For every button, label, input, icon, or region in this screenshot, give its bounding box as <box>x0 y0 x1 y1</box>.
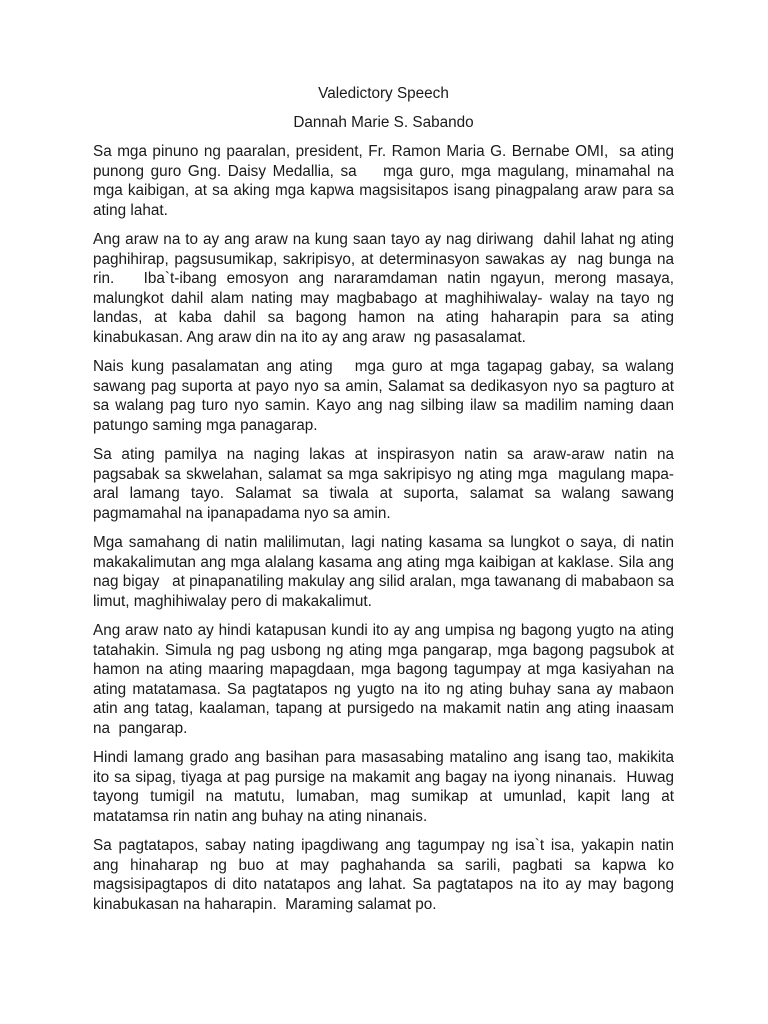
paragraph-2: Ang araw na to ay ang araw na kung saan tayo ay nag diriwang dahil lahat ng ating paghihirap, pagsusumikap, sakripisyo, at determinasyon sawakas ay nag bunga na rin. Iba`t-ibang emosyon ang nararamdaman natin ngayun, merong masaya, malungkot dahil alam nating may magbabago at maghihiwalay- walay na tayo ng landas, at kaba dahil sa bagong hamon na ating haharapin para sa ating kinabukasan. Ang araw din na ito ay ang araw ng pasasalamat. <box>93 231 679 346</box>
document-body <box>93 142 679 914</box>
paragraph-5: Mga samahang di natin malilimutan, lagi nating kasama sa lungkot o saya, di natin makakalimutan ang mga alalang kasama ang ating mga kaibigan at kaklase. Sila ang nag bigay at pinapanatiling makulay ang silid aralan, mga tawanang di mababaon sa limut, maghihiwalay pero di makakalimut. <box>93 534 679 610</box>
paragraph-7: Hindi lamang grado ang basihan para masasabing matalino ang isang tao, makikita ito sa sipag, tiyaga at pag pursige na makamit ang bagay na iyong ninanais. Huwag tayong tumigil na matutu, lumaban, mag sumikap at umunlad, kapit lang at matatamsa rin natin ang buhay na ating ninanais. <box>93 749 679 825</box>
paragraph-3: Nais kung pasalamatan ang ating mga guro at mga tagapag gabay, sa walang sawang pag suporta at payo nyo sa amin, Salamat sa dedikasyon nyo sa pagturo at sa walang pag turo nyo samin. Kayo ang nag silbing ilaw sa madilim naming daan patungo saming mga panagarap. <box>93 358 679 434</box>
document-author: Dannah Marie S. Sabando <box>293 113 474 131</box>
document-title: Valedictory Speech <box>318 85 449 102</box>
paragraph-6: Ang araw nato ay hindi katapusan kundi ito ay ang umpisa ng bagong yugto na ating tatahakin. Simula ng pag usbong ng ating mga pangarap, mga bagong pagsubok at hamon na ating maaring mapagdaan, mga bagong tagumpay at mga kasiyahan na ating matatamasa. Sa pagtatapos ng yugto na ito ng ating buhay sana ay mabaon atin ang tatag, kaalaman, tapang at pursigedo na makamit natin ang ating inaasam na pangarap. <box>93 622 679 737</box>
paragraph-1: Sa mga pinuno ng paaralan, president, Fr. Ramon Maria G. Bernabe OMI, sa ating punong guro Gng. Daisy Medallia, sa mga guro, mga magulang, minamahal na mga kaibigan, at sa aking mga kapwa magsisitapos isang pinagpalang araw para sa ating lahat. <box>93 143 679 219</box>
paragraph-8: Sa pagtatapos, sabay nating ipagdiwang ang tagumpay ng isa`t isa, yakapin natin ang hinaharap ng buo at may paghahanda sa sarili, pagbati sa kapwa ko magsisipagtapos di dito natatapos ang lahat. Sa pagtatapos na ito ay may bagong kinabukasan na haharapin. Maraming salamat po. <box>93 837 679 913</box>
paragraph-4: Sa ating pamilya na naging lakas at inspirasyon natin sa araw-araw natin na pagsabak sa skwelahan, salamat sa mga sakripisyo ng ating mga magulang mapa-aral lamang tayo. Salamat sa tiwala at suporta, salamat sa walang sawang pagmamahal na ipanapadama nyo sa amin. <box>93 446 679 522</box>
